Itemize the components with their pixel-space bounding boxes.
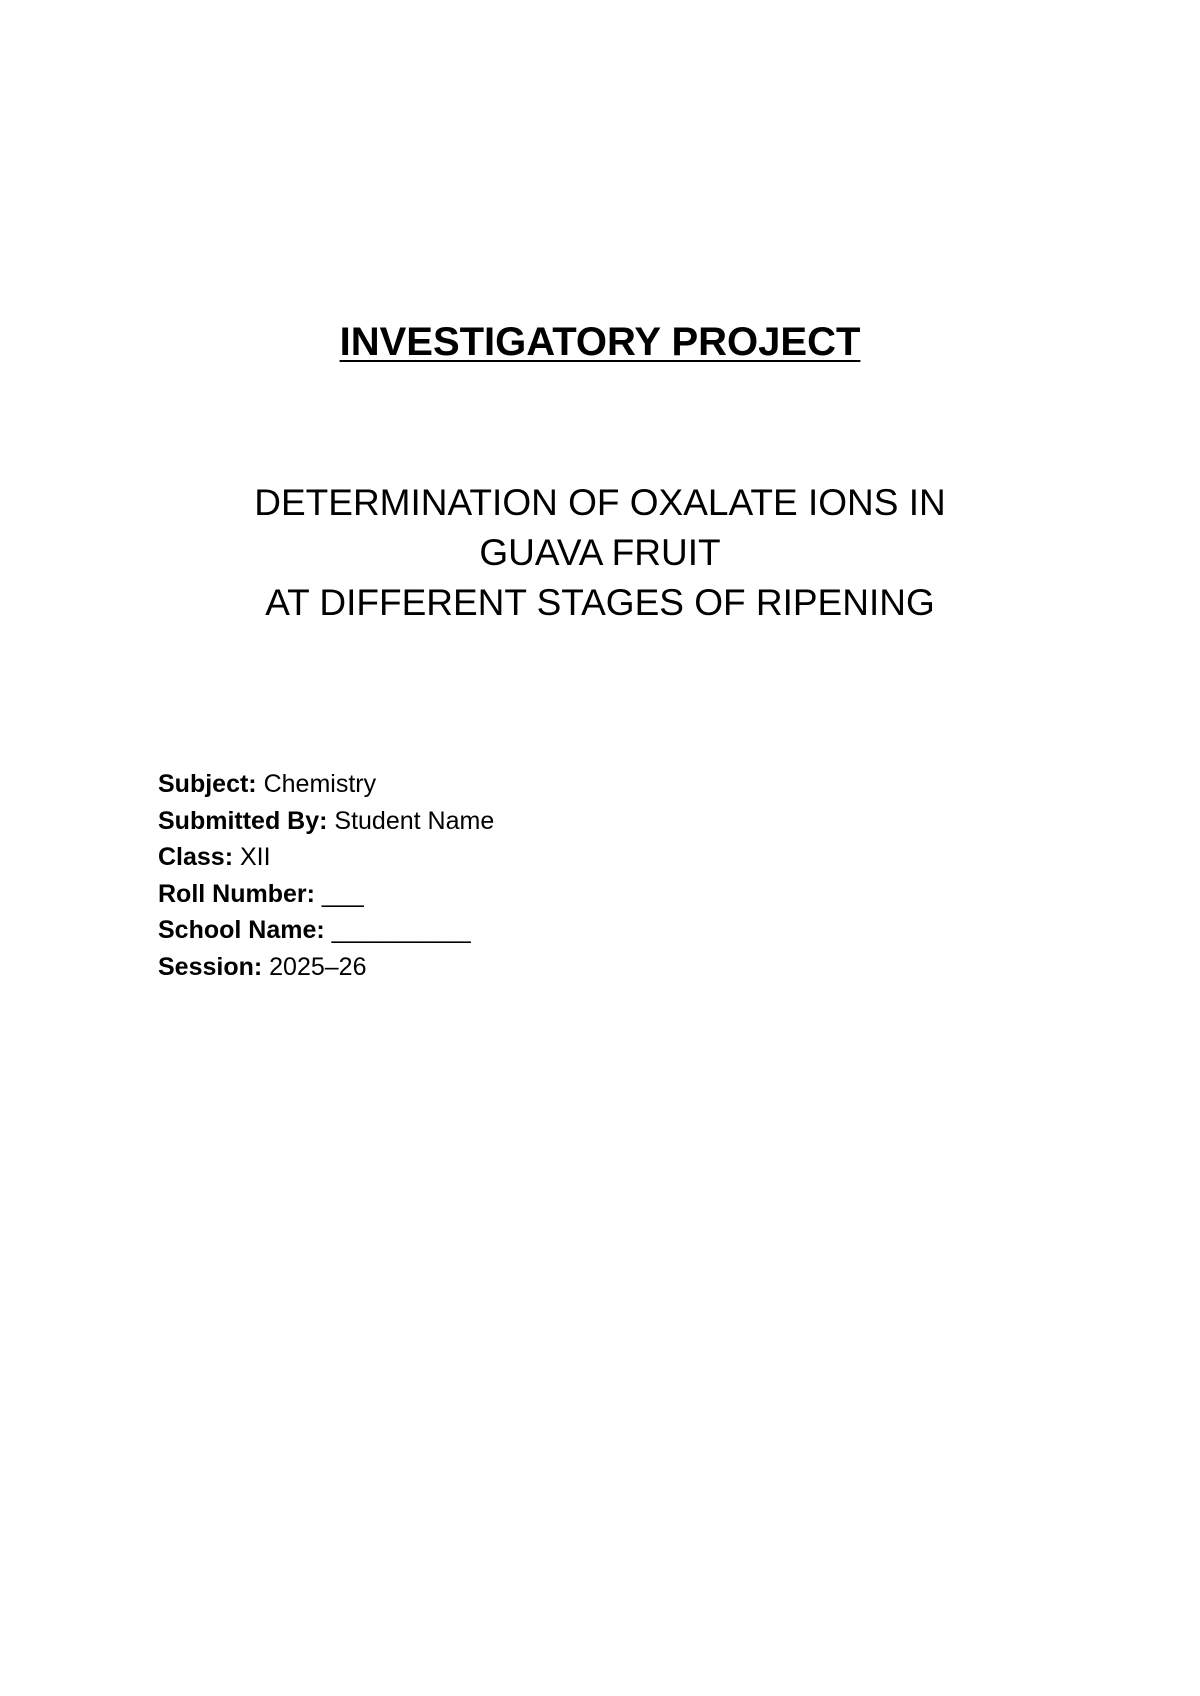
detail-class: [158, 839, 494, 876]
detail-school-name: [158, 912, 494, 949]
project-title-line-2: GUAVA FRUIT: [479, 532, 721, 573]
project-heading-text: INVESTIGATORY PROJECT: [339, 320, 861, 364]
detail-label: Subject:: [158, 770, 257, 798]
detail-value: 2025–26: [269, 952, 367, 981]
detail-submitted-by: [158, 803, 494, 840]
detail-value: Student Name: [334, 806, 495, 835]
detail-label: School Name:: [158, 916, 325, 944]
project-details: [158, 766, 494, 985]
detail-label: Class:: [158, 843, 234, 871]
detail-value: XII: [240, 843, 271, 871]
project-title: [0, 478, 1200, 628]
detail-label: Submitted By:: [158, 806, 328, 835]
detail-label: Roll Number:: [158, 879, 315, 908]
detail-session: [158, 949, 494, 986]
detail-value: Chemistry: [263, 770, 377, 798]
detail-label: Session:: [158, 952, 263, 981]
project-heading: [0, 318, 1200, 366]
detail-value: ___: [321, 879, 364, 908]
detail-roll-number: [158, 876, 494, 913]
project-title-line-1: DETERMINATION OF OXALATE IONS IN: [254, 482, 946, 523]
detail-subject: [158, 766, 494, 803]
project-title-line-3: AT DIFFERENT STAGES OF RIPENING: [265, 582, 935, 623]
detail-value: __________: [331, 916, 471, 944]
